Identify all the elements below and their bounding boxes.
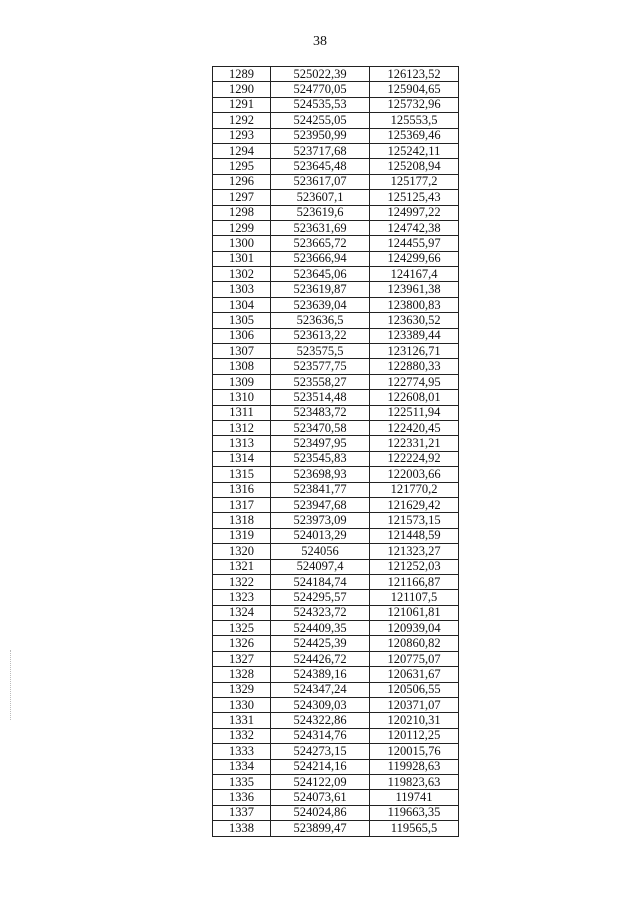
x-coordinate-cell: 523645,48 (271, 159, 370, 174)
y-coordinate-cell: 120860,82 (370, 636, 459, 651)
y-coordinate-cell: 122420,45 (370, 420, 459, 435)
table-row (213, 667, 459, 682)
point-number-cell: 1316 (213, 482, 271, 497)
point-number-cell: 1326 (213, 636, 271, 651)
y-coordinate-cell: 123800,83 (370, 297, 459, 312)
y-coordinate-cell: 124455,97 (370, 236, 459, 251)
table-row (213, 574, 459, 589)
x-coordinate-cell: 523619,6 (271, 205, 370, 220)
point-number-cell: 1336 (213, 790, 271, 805)
point-number-cell: 1311 (213, 405, 271, 420)
y-coordinate-cell: 121166,87 (370, 574, 459, 589)
x-coordinate-cell: 524770,05 (271, 82, 370, 97)
table-row (213, 497, 459, 512)
point-number-cell: 1329 (213, 682, 271, 697)
x-coordinate-cell: 523717,68 (271, 143, 370, 158)
y-coordinate-cell: 122608,01 (370, 390, 459, 405)
x-coordinate-cell: 523607,1 (271, 190, 370, 205)
point-number-cell: 1318 (213, 513, 271, 528)
y-coordinate-cell: 121107,5 (370, 590, 459, 605)
point-number-cell: 1325 (213, 621, 271, 636)
x-coordinate-cell: 524255,05 (271, 113, 370, 128)
x-coordinate-cell: 523631,69 (271, 220, 370, 235)
y-coordinate-cell: 121629,42 (370, 497, 459, 512)
table-row (213, 128, 459, 143)
table-row (213, 374, 459, 389)
point-number-cell: 1307 (213, 344, 271, 359)
x-coordinate-cell: 523470,58 (271, 420, 370, 435)
x-coordinate-cell: 524056 (271, 544, 370, 559)
y-coordinate-cell: 125369,46 (370, 128, 459, 143)
point-number-cell: 1323 (213, 590, 271, 605)
x-coordinate-cell: 524425,39 (271, 636, 370, 651)
table-row (213, 174, 459, 189)
y-coordinate-cell: 121770,2 (370, 482, 459, 497)
y-coordinate-cell: 120112,25 (370, 728, 459, 743)
x-coordinate-cell: 524122,09 (271, 774, 370, 789)
y-coordinate-cell: 121448,59 (370, 528, 459, 543)
y-coordinate-cell: 120506,55 (370, 682, 459, 697)
x-coordinate-cell: 525022,39 (271, 67, 370, 82)
y-coordinate-cell: 126123,52 (370, 67, 459, 82)
point-number-cell: 1312 (213, 420, 271, 435)
x-coordinate-cell: 523483,72 (271, 405, 370, 420)
table-row (213, 528, 459, 543)
point-number-cell: 1289 (213, 67, 271, 82)
table-row (213, 621, 459, 636)
table-row (213, 205, 459, 220)
point-number-cell: 1330 (213, 698, 271, 713)
y-coordinate-cell: 122774,95 (370, 374, 459, 389)
y-coordinate-cell: 124997,22 (370, 205, 459, 220)
point-number-cell: 1322 (213, 574, 271, 589)
table-row (213, 436, 459, 451)
y-coordinate-cell: 125553,5 (370, 113, 459, 128)
y-coordinate-cell: 121323,27 (370, 544, 459, 559)
x-coordinate-cell: 524309,03 (271, 698, 370, 713)
point-number-cell: 1317 (213, 497, 271, 512)
y-coordinate-cell: 119663,35 (370, 805, 459, 820)
y-coordinate-cell: 120210,31 (370, 713, 459, 728)
y-coordinate-cell: 119823,63 (370, 774, 459, 789)
point-number-cell: 1310 (213, 390, 271, 405)
x-coordinate-cell: 523973,09 (271, 513, 370, 528)
point-number-cell: 1295 (213, 159, 271, 174)
table-row (213, 790, 459, 805)
table-row (213, 297, 459, 312)
y-coordinate-cell: 125208,94 (370, 159, 459, 174)
table-row (213, 328, 459, 343)
table-row (213, 759, 459, 774)
point-number-cell: 1297 (213, 190, 271, 205)
y-coordinate-cell: 120371,07 (370, 698, 459, 713)
y-coordinate-cell: 125125,43 (370, 190, 459, 205)
table-row (213, 190, 459, 205)
x-coordinate-cell: 524073,61 (271, 790, 370, 805)
table-row (213, 236, 459, 251)
coordinates-table (212, 66, 459, 837)
point-number-cell: 1301 (213, 251, 271, 266)
table-row (213, 405, 459, 420)
table-row (213, 544, 459, 559)
x-coordinate-cell: 524273,15 (271, 744, 370, 759)
y-coordinate-cell: 120775,07 (370, 651, 459, 666)
x-coordinate-cell: 523899,47 (271, 821, 370, 836)
table-row (213, 467, 459, 482)
point-number-cell: 1302 (213, 267, 271, 282)
point-number-cell: 1304 (213, 297, 271, 312)
table-row (213, 559, 459, 574)
table-row (213, 97, 459, 112)
y-coordinate-cell: 123630,52 (370, 313, 459, 328)
table-row (213, 590, 459, 605)
x-coordinate-cell: 523545,83 (271, 451, 370, 466)
x-coordinate-cell: 524013,29 (271, 528, 370, 543)
point-number-cell: 1315 (213, 467, 271, 482)
point-number-cell: 1328 (213, 667, 271, 682)
table-row (213, 482, 459, 497)
y-coordinate-cell: 119928,63 (370, 759, 459, 774)
point-number-cell: 1319 (213, 528, 271, 543)
x-coordinate-cell: 524347,24 (271, 682, 370, 697)
table-row (213, 713, 459, 728)
y-coordinate-cell: 124299,66 (370, 251, 459, 266)
y-coordinate-cell: 125904,65 (370, 82, 459, 97)
x-coordinate-cell: 524295,57 (271, 590, 370, 605)
y-coordinate-cell: 121252,03 (370, 559, 459, 574)
table-row (213, 698, 459, 713)
y-coordinate-cell: 122511,94 (370, 405, 459, 420)
point-number-cell: 1331 (213, 713, 271, 728)
point-number-cell: 1303 (213, 282, 271, 297)
x-coordinate-cell: 524024,86 (271, 805, 370, 820)
y-coordinate-cell: 120631,67 (370, 667, 459, 682)
table-row (213, 513, 459, 528)
table-row (213, 113, 459, 128)
table-row (213, 220, 459, 235)
y-coordinate-cell: 121061,81 (370, 605, 459, 620)
table-row (213, 359, 459, 374)
point-number-cell: 1305 (213, 313, 271, 328)
y-coordinate-cell: 125732,96 (370, 97, 459, 112)
x-coordinate-cell: 524323,72 (271, 605, 370, 620)
point-number-cell: 1314 (213, 451, 271, 466)
y-coordinate-cell: 120015,76 (370, 744, 459, 759)
x-coordinate-cell: 523636,5 (271, 313, 370, 328)
x-coordinate-cell: 524184,74 (271, 574, 370, 589)
x-coordinate-cell: 524389,16 (271, 667, 370, 682)
point-number-cell: 1300 (213, 236, 271, 251)
x-coordinate-cell: 523558,27 (271, 374, 370, 389)
coordinates-table-body (213, 67, 459, 837)
x-coordinate-cell: 524426,72 (271, 651, 370, 666)
table-row (213, 67, 459, 82)
point-number-cell: 1298 (213, 205, 271, 220)
table-row (213, 313, 459, 328)
y-coordinate-cell: 125177,2 (370, 174, 459, 189)
table-row (213, 143, 459, 158)
y-coordinate-cell: 120939,04 (370, 621, 459, 636)
y-coordinate-cell: 124742,38 (370, 220, 459, 235)
point-number-cell: 1321 (213, 559, 271, 574)
point-number-cell: 1308 (213, 359, 271, 374)
point-number-cell: 1333 (213, 744, 271, 759)
table-row (213, 451, 459, 466)
table-row (213, 605, 459, 620)
x-coordinate-cell: 523613,22 (271, 328, 370, 343)
table-row (213, 744, 459, 759)
point-number-cell: 1292 (213, 113, 271, 128)
table-row (213, 267, 459, 282)
x-coordinate-cell: 523514,48 (271, 390, 370, 405)
page-number: 38 (313, 34, 327, 49)
point-number-cell: 1337 (213, 805, 271, 820)
x-coordinate-cell: 524214,16 (271, 759, 370, 774)
table-row (213, 159, 459, 174)
y-coordinate-cell: 119565,5 (370, 821, 459, 836)
y-coordinate-cell: 124167,4 (370, 267, 459, 282)
point-number-cell: 1306 (213, 328, 271, 343)
scan-edge-line (10, 650, 11, 720)
x-coordinate-cell: 523497,95 (271, 436, 370, 451)
x-coordinate-cell: 524409,35 (271, 621, 370, 636)
table-row (213, 390, 459, 405)
point-number-cell: 1327 (213, 651, 271, 666)
point-number-cell: 1299 (213, 220, 271, 235)
table-row (213, 636, 459, 651)
y-coordinate-cell: 121573,15 (370, 513, 459, 528)
point-number-cell: 1293 (213, 128, 271, 143)
x-coordinate-cell: 524322,86 (271, 713, 370, 728)
point-number-cell: 1291 (213, 97, 271, 112)
point-number-cell: 1324 (213, 605, 271, 620)
x-coordinate-cell: 524535,53 (271, 97, 370, 112)
table-row (213, 251, 459, 266)
x-coordinate-cell: 524314,76 (271, 728, 370, 743)
y-coordinate-cell: 123961,38 (370, 282, 459, 297)
x-coordinate-cell: 523666,94 (271, 251, 370, 266)
x-coordinate-cell: 523639,04 (271, 297, 370, 312)
table-row (213, 805, 459, 820)
y-coordinate-cell: 123126,71 (370, 344, 459, 359)
x-coordinate-cell: 523575,5 (271, 344, 370, 359)
point-number-cell: 1335 (213, 774, 271, 789)
y-coordinate-cell: 123389,44 (370, 328, 459, 343)
y-coordinate-cell: 122003,66 (370, 467, 459, 482)
table-row (213, 821, 459, 836)
point-number-cell: 1296 (213, 174, 271, 189)
point-number-cell: 1320 (213, 544, 271, 559)
point-number-cell: 1332 (213, 728, 271, 743)
table-row (213, 682, 459, 697)
x-coordinate-cell: 523698,93 (271, 467, 370, 482)
point-number-cell: 1290 (213, 82, 271, 97)
point-number-cell: 1338 (213, 821, 271, 836)
x-coordinate-cell: 523645,06 (271, 267, 370, 282)
table-row (213, 728, 459, 743)
x-coordinate-cell: 523617,07 (271, 174, 370, 189)
x-coordinate-cell: 524097,4 (271, 559, 370, 574)
y-coordinate-cell: 125242,11 (370, 143, 459, 158)
y-coordinate-cell: 122331,21 (370, 436, 459, 451)
x-coordinate-cell: 523950,99 (271, 128, 370, 143)
point-number-cell: 1309 (213, 374, 271, 389)
x-coordinate-cell: 523947,68 (271, 497, 370, 512)
y-coordinate-cell: 122880,33 (370, 359, 459, 374)
x-coordinate-cell: 523619,87 (271, 282, 370, 297)
point-number-cell: 1334 (213, 759, 271, 774)
x-coordinate-cell: 523841,77 (271, 482, 370, 497)
point-number-cell: 1313 (213, 436, 271, 451)
y-coordinate-cell: 119741 (370, 790, 459, 805)
x-coordinate-cell: 523577,75 (271, 359, 370, 374)
table-row (213, 282, 459, 297)
table-row (213, 344, 459, 359)
table-row (213, 651, 459, 666)
table-row (213, 774, 459, 789)
point-number-cell: 1294 (213, 143, 271, 158)
table-row (213, 420, 459, 435)
y-coordinate-cell: 122224,92 (370, 451, 459, 466)
x-coordinate-cell: 523665,72 (271, 236, 370, 251)
table-row (213, 82, 459, 97)
